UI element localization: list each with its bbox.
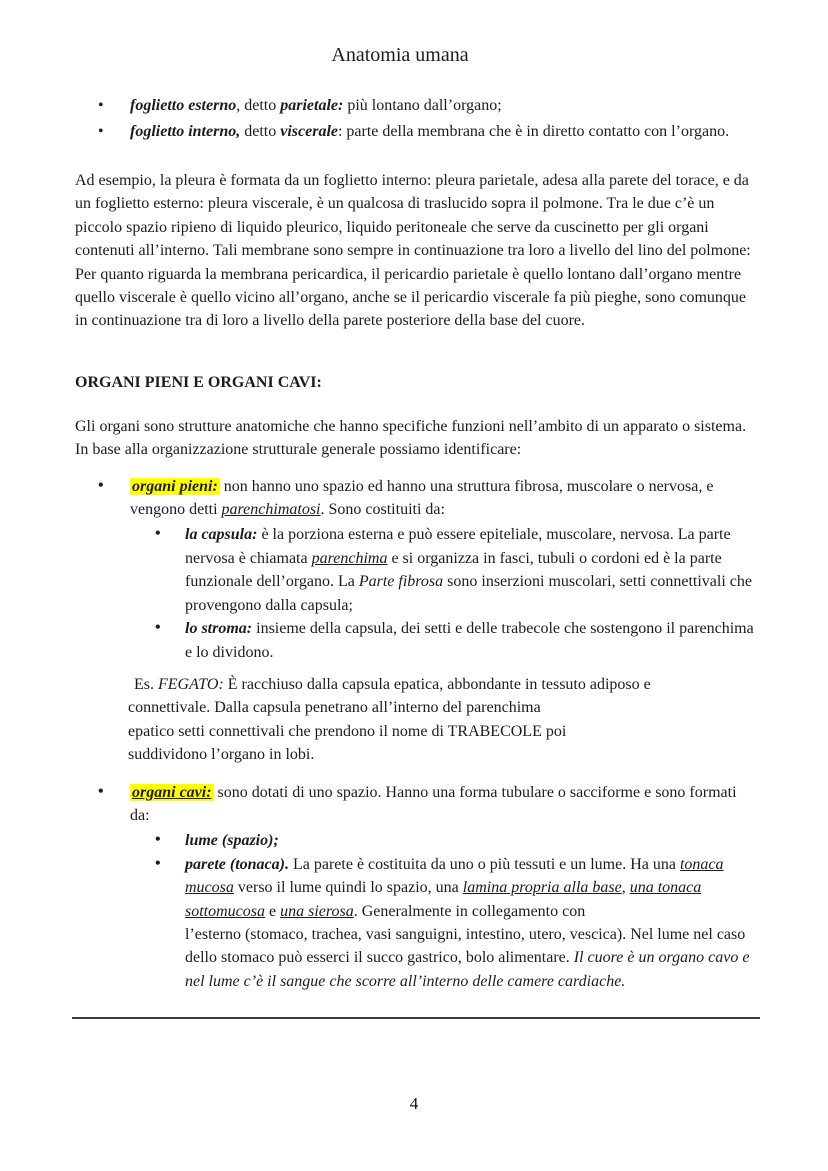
body-text: , — [621, 879, 630, 897]
body-text: sono inserzioni muscolari, setti connettivali che provengono dalla capsula; — [185, 573, 752, 614]
bullet-icon: • — [155, 619, 161, 637]
organi-cavi-sublist — [130, 829, 757, 993]
list-item-foglietto-esterno — [75, 93, 757, 119]
italic-cuore-note: Il cuore è un organo cavo e nel lume c’è il sangue che scorre all’interno delle camere cardiache. — [185, 949, 750, 990]
term-parenchima: parenchima — [311, 549, 388, 567]
list-item-capsula — [75, 523, 757, 617]
term-tonaca-mucosa: tonaca mucosa — [185, 855, 724, 897]
term-parete: parete (tonaca). — [185, 855, 289, 873]
term-parenchimatosi: parenchimatosi — [221, 501, 321, 519]
body-text: . Sono costituiti da: — [320, 501, 445, 519]
term-organi-pieni-highlighted: organi pieni: — [132, 477, 218, 495]
body-text: e — [265, 902, 281, 920]
organi-list — [75, 475, 757, 994]
term-lo-stroma: lo stroma: — [185, 620, 253, 638]
bullet-icon: • — [98, 476, 104, 494]
term-lume: lume (spazio); — [185, 832, 279, 850]
list-item-stroma — [75, 617, 757, 664]
list-item-organi-cavi — [75, 781, 757, 994]
term-parte-fibrosa: Parte fibrosa — [358, 573, 444, 591]
page-content — [75, 0, 757, 1019]
body-text: . Generalmente in collegamento con — [353, 902, 586, 920]
page-title: Anatomia umana — [331, 44, 469, 66]
paragraph-pleura: Ad esempio, la pleura è formata da un foglietto interno: pleura parietale, adesa alla parete del torace, e da un foglietto esterno: pleura viscerale, è un qualcosa di traslucido sopra il polmone. Tra le due c’è un piccolo spazio ripieno di liquido pleurico, liquido peritoneale che serve da cuscinetto per gli organi contenuti all’interno. Tali membrane sono sempre in continuazione tra loro a livello del lino del polmone: Per quanto riguarda la membrana pericardica, il pericardio parietale è quello lontano dall’organo mentre quello viscerale è quello vicino all’organo, anche se il pericardio viscerale fa più pieghe, sono comunque in continuazione tra di loro a livello della parete posteriore della base del cuore. — [75, 172, 751, 330]
body-text: è la porziona esterna e può essere epiteliale, muscolare, nervosa. La parte nervosa è chiamata — [185, 526, 731, 567]
term-la-capsula: la capsula: — [185, 526, 258, 544]
intro-bullet-list — [75, 93, 757, 145]
fegato-line — [128, 673, 748, 696]
body-text: , detto — [236, 97, 281, 114]
list-item-foglietto-interno — [75, 119, 757, 145]
organi-pieni-sublist — [130, 523, 757, 663]
section-heading: ORGANI PIENI E ORGANI CAVI: — [75, 373, 322, 391]
list-item-organi-pieni — [75, 475, 757, 767]
body-text: sono dotati di uno spazio. Hanno una forma tubulare o sacciforme e sono formati da: — [130, 783, 737, 824]
bullet-icon: • — [155, 831, 161, 849]
bullet-icon: • — [98, 782, 104, 800]
term-foglietto-esterno: foglietto esterno — [130, 97, 237, 114]
bullet-icon: • — [98, 97, 104, 114]
term-sierosa: una sierosa — [280, 902, 354, 920]
term-organi-cavi-highlighted: organi cavi: — [132, 783, 212, 801]
fegato-line: connettivale. Dalla capsula penetrano all’interno del parenchima — [128, 699, 541, 717]
body-text: detto — [240, 123, 281, 140]
body-text: Es. — [134, 675, 158, 693]
bullet-icon: • — [155, 854, 161, 872]
term-tonaca-sottomucosa: una tonaca sottomucosa — [185, 879, 702, 920]
page-number: 4 — [409, 1094, 419, 1113]
term-foglietto-interno: foglietto interno, — [130, 123, 241, 140]
body-text: verso il lume quindi lo spazio, una — [233, 879, 463, 897]
bullet-icon: • — [98, 123, 104, 140]
body-text: insieme della capsula, dei setti e delle trabecole che sostengono il parenchima e lo dividono. — [185, 620, 754, 661]
body-text: non hanno uno spazio ed hanno una struttura fibrosa, muscolare o nervosa, e vengono detti — [130, 477, 714, 519]
term-fegato: FEGATO: — [158, 675, 224, 693]
paragraph-organi-intro: Gli organi sono strutture anatomiche che hanno specifiche funzioni nell’ambito di un apparato o sistema. In base alla organizzazione strutturale generale possiamo identificare: — [75, 417, 747, 459]
body-text: più lontano dall’organo; — [343, 97, 502, 114]
body-text: l’esterno (stomaco, trachea, vasi sanguigni, intestino, utero, vescica). Nel lume nel caso dello stomaco può esserci il succo gastrico, bolo alimentare. — [185, 925, 746, 967]
term-parietale: parietale: — [280, 97, 344, 114]
term-viscerale: viscerale — [280, 123, 338, 140]
horizontal-rule — [72, 1017, 760, 1019]
example-fegato — [128, 673, 748, 767]
bullet-icon: • — [155, 525, 161, 543]
body-text: : parte della membrana che è in diretto contatto con l’organo. — [337, 123, 730, 140]
list-item-parete — [75, 853, 757, 993]
term-lamina-propria: lamina propria alla base — [462, 879, 622, 897]
fegato-line: epatico setti connettivali che prendono il nome di TRABECOLE poi — [128, 722, 567, 740]
body-text: e si organizza in fasci, tubuli o cordoni ed è la parte funzionale dell’organo. La — [185, 549, 722, 591]
body-text: La parete è costituita da uno o più tessuti e un lume. Ha una — [288, 855, 680, 873]
body-text: È racchiuso dalla capsula epatica, abbondante in tessuto adiposo e — [223, 675, 651, 693]
list-item-lume — [75, 829, 757, 852]
fegato-line: suddividono l’organo in lobi. — [128, 746, 315, 764]
